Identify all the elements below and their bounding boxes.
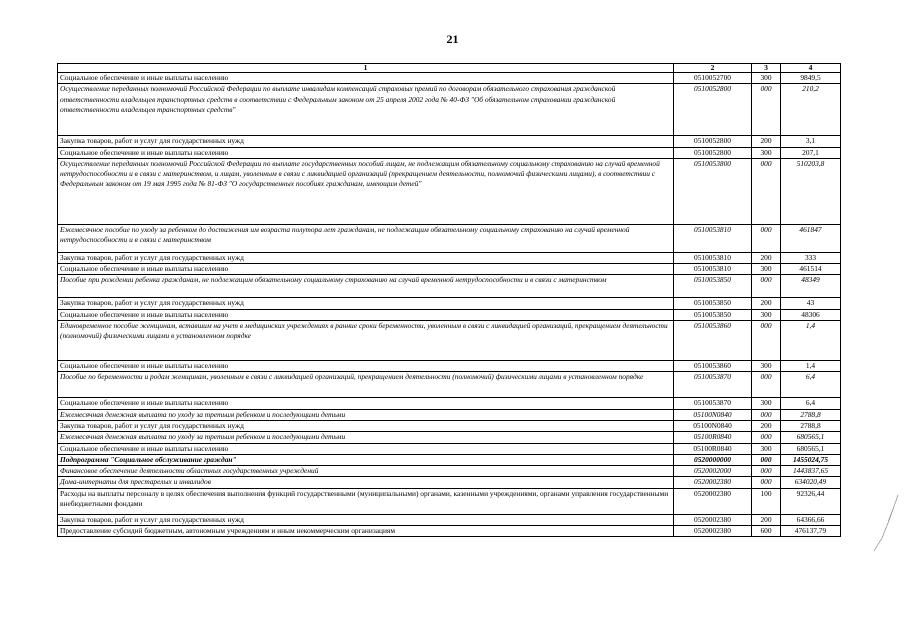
table-row	[58, 321, 841, 361]
row-name: Закупка товаров, работ и услуг для государственных нужд	[58, 136, 674, 147]
row-sum: 634020,49	[781, 477, 841, 488]
row-name: Социальное обеспечение и иные выплаты населению	[58, 443, 674, 454]
row-type: 200	[752, 252, 781, 263]
row-code: 0510053810	[674, 264, 752, 275]
row-type: 000	[752, 432, 781, 443]
row-sum: 48306	[781, 309, 841, 320]
row-name: Единовременное пособие женщинам, вставшим на учет в медицинских учреждениях в ранние сроки беременности, уволенным в связи с ликвидацией организаций, прекращением деятельности (полномочий) физическими лицами в установленном порядке	[58, 321, 674, 361]
table-row	[58, 309, 841, 320]
table-row	[58, 443, 841, 454]
row-code: 0510053870	[674, 398, 752, 409]
row-name: Пособие при рождении ребенка гражданам, не подлежащим обязательному социальному страхованию на случай временной нетрудоспособности и в связи с материнством	[58, 275, 674, 298]
row-code: 0520002380	[674, 514, 752, 525]
row-name: Закупка товаров, работ и услуг для государственных нужд	[58, 252, 674, 263]
row-type: 100	[752, 488, 781, 514]
table-row	[58, 136, 841, 147]
row-sum: 9849,5	[781, 73, 841, 84]
row-sum: 207,1	[781, 147, 841, 158]
row-type: 000	[752, 158, 781, 224]
row-name: Подпрограмма "Социальное обслуживание граждан"	[58, 454, 674, 465]
table-row	[58, 264, 841, 275]
table-row	[58, 147, 841, 158]
row-code: 0510052800	[674, 136, 752, 147]
row-sum: 461847	[781, 224, 841, 252]
row-type: 000	[752, 477, 781, 488]
table-row	[58, 420, 841, 431]
row-type: 000	[752, 84, 781, 136]
table-row	[58, 252, 841, 263]
row-sum: 1,4	[781, 321, 841, 361]
table-row	[58, 409, 841, 420]
row-sum: 92326,44	[781, 488, 841, 514]
budget-table	[57, 63, 841, 537]
row-name: Закупка товаров, работ и услуг для государственных нужд	[58, 298, 674, 309]
row-code: 05100R0840	[674, 432, 752, 443]
table-row	[58, 224, 841, 252]
row-type: 000	[752, 454, 781, 465]
row-type: 300	[752, 443, 781, 454]
row-name: Закупка товаров, работ и услуг для государственных нужд	[58, 420, 674, 431]
table-row	[58, 526, 841, 537]
row-code: 0510053860	[674, 321, 752, 361]
row-code: 0510053800	[674, 158, 752, 224]
row-code: 0510053850	[674, 309, 752, 320]
page-number: 21	[446, 32, 459, 46]
row-sum: 3,1	[781, 136, 841, 147]
row-name: Дома-интернаты для престарелых и инвалидов	[58, 477, 674, 488]
table-row	[58, 361, 841, 372]
row-code: 0520002380	[674, 488, 752, 514]
row-code: 0520002000	[674, 466, 752, 477]
row-code: 0520002380	[674, 477, 752, 488]
pen-mark	[870, 493, 900, 553]
row-type: 300	[752, 147, 781, 158]
row-sum: 476137,79	[781, 526, 841, 537]
header-col-4: 4	[781, 64, 841, 73]
row-code: 05100R0840	[674, 443, 752, 454]
row-name: Социальное обеспечение и иные выплаты населению	[58, 73, 674, 84]
table-row	[58, 158, 841, 224]
table-row	[58, 84, 841, 136]
table-row	[58, 432, 841, 443]
row-name: Предоставление субсидий бюджетным, автономным учреждениям и иным некоммерческим организациям	[58, 526, 674, 537]
row-type: 200	[752, 420, 781, 431]
row-type: 000	[752, 466, 781, 477]
row-type: 000	[752, 372, 781, 398]
header-col-1: 1	[58, 64, 674, 73]
row-sum: 64366,66	[781, 514, 841, 525]
row-name: Социальное обеспечение и иные выплаты населению	[58, 309, 674, 320]
row-sum: 48349	[781, 275, 841, 298]
row-code: 0510052700	[674, 73, 752, 84]
row-sum: 2788,8	[781, 420, 841, 431]
row-name: Социальное обеспечение и иные выплаты населению	[58, 361, 674, 372]
row-name: Финансовое обеспечение деятельности областных государственных учреждений	[58, 466, 674, 477]
row-name: Расходы на выплаты персоналу в целях обеспечения выполнения функций государственными (муниципальными) органами, казенными учреждениями, органами управления государственными внебюджетными фондами	[58, 488, 674, 514]
table-row	[58, 466, 841, 477]
row-type: 300	[752, 361, 781, 372]
row-sum: 680565,1	[781, 432, 841, 443]
row-code: 05100N0840	[674, 409, 752, 420]
row-name: Осуществление переданных полномочий Российской Федерации по выплате государственных пособий лицам, не подлежащим обязательному социальному страхованию на случай временной нетрудоспособности и в связи с материнством, и лицам, уволенным в связи с ликвидацией организаций (прекращением деятельности, полномочий физическими лицами), в соответствии с Федеральным законом от 19 мая 1995 года № 81-ФЗ "О государственных пособиях гражданам, имеющим детей"	[58, 158, 674, 224]
header-col-3: 3	[752, 64, 781, 73]
row-code: 0510053850	[674, 298, 752, 309]
row-name: Ежемесячная денежная выплата по уходу за третьим ребенком и последующими детьми	[58, 432, 674, 443]
table-row	[58, 454, 841, 465]
row-sum: 1455024,75	[781, 454, 841, 465]
table-row	[58, 372, 841, 398]
table-row	[58, 398, 841, 409]
row-sum: 510203,8	[781, 158, 841, 224]
row-sum: 680565,1	[781, 443, 841, 454]
row-code: 0510053850	[674, 275, 752, 298]
row-code: 0510052800	[674, 84, 752, 136]
row-type: 200	[752, 514, 781, 525]
row-code: 0510053860	[674, 361, 752, 372]
row-type: 300	[752, 398, 781, 409]
row-type: 000	[752, 224, 781, 252]
row-name: Ежемесячное пособие по уходу за ребенком до достижения им возраста полутора лет гражданам, не подлежащим обязательному социальному страхованию на случай временной нетрудоспособности и в связи с материнством	[58, 224, 674, 252]
row-type: 300	[752, 309, 781, 320]
row-type: 200	[752, 136, 781, 147]
row-sum: 6,4	[781, 372, 841, 398]
table-row	[58, 275, 841, 298]
row-name: Осуществление переданных полномочий Российской Федерации по выплате инвалидам компенсаций страховых премий по договорам обязательного страхования гражданской ответственности владельцев транспортных средств в соответствии с Федеральным законом от 25 апреля 2002 года № 40-ФЗ "Об обязательном страховании гражданской ответственности владельцев транспортных средств"	[58, 84, 674, 136]
table-row	[58, 298, 841, 309]
table-header-row	[58, 64, 841, 73]
row-sum: 333	[781, 252, 841, 263]
row-type: 000	[752, 409, 781, 420]
row-type: 300	[752, 264, 781, 275]
row-type: 300	[752, 73, 781, 84]
row-sum: 2788,8	[781, 409, 841, 420]
table-row	[58, 488, 841, 514]
row-type: 000	[752, 321, 781, 361]
row-code: 0510052800	[674, 147, 752, 158]
table-row	[58, 73, 841, 84]
row-sum: 6,4	[781, 398, 841, 409]
row-code: 0520000000	[674, 454, 752, 465]
row-code: 0520002380	[674, 526, 752, 537]
row-name: Социальное обеспечение и иные выплаты населению	[58, 398, 674, 409]
row-code: 0510053810	[674, 252, 752, 263]
budget-table-body	[58, 64, 841, 537]
row-code: 05100N0840	[674, 420, 752, 431]
row-name: Социальное обеспечение и иные выплаты населению	[58, 147, 674, 158]
row-code: 0510053870	[674, 372, 752, 398]
table-row	[58, 514, 841, 525]
header-col-2: 2	[674, 64, 752, 73]
row-sum: 210,2	[781, 84, 841, 136]
row-sum: 43	[781, 298, 841, 309]
row-type: 000	[752, 275, 781, 298]
row-sum: 1443837,65	[781, 466, 841, 477]
row-type: 200	[752, 298, 781, 309]
row-name: Социальное обеспечение и иные выплаты населению	[58, 264, 674, 275]
row-name: Закупка товаров, работ и услуг для государственных нужд	[58, 514, 674, 525]
row-name: Ежемесячная денежная выплата по уходу за третьим ребенком и последующими детьми	[58, 409, 674, 420]
row-code: 0510053810	[674, 224, 752, 252]
row-type: 600	[752, 526, 781, 537]
table-row	[58, 477, 841, 488]
row-name: Пособие по беременности и родам женщинам, уволенным в связи с ликвидацией организаций, прекращением деятельности (полномочий) физическими лицами в установленном порядке	[58, 372, 674, 398]
row-sum: 461514	[781, 264, 841, 275]
row-sum: 1,4	[781, 361, 841, 372]
